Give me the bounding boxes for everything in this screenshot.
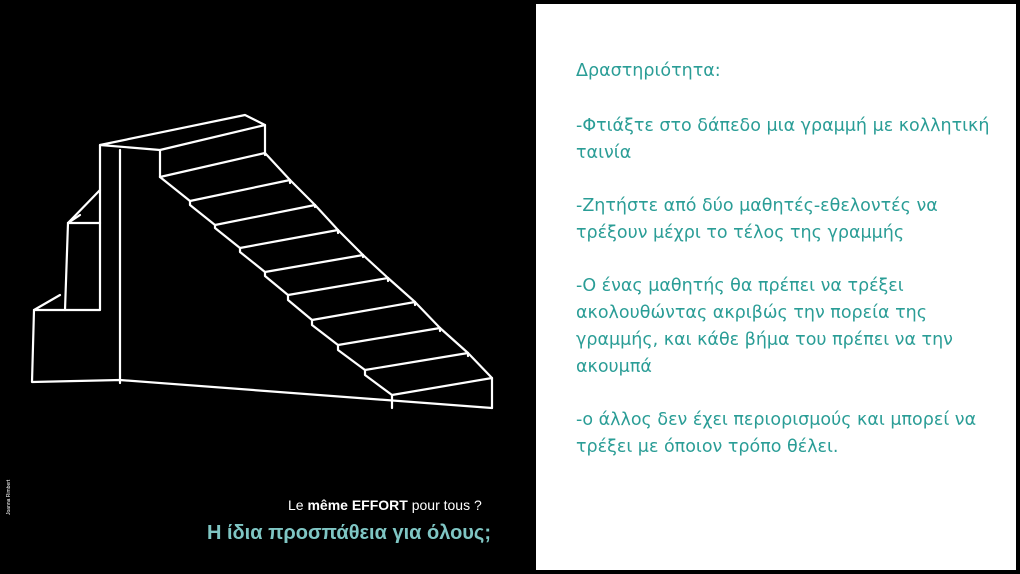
activity-text — [576, 58, 1006, 487]
caption-french-suffix: pour tous ? — [407, 497, 482, 513]
caption-french-bold: même EFFORT — [307, 497, 408, 513]
activity-item-4: -ο άλλος δεν έχει περιορισμούς και μπορεί να τρέξει με όποιον τρόπο θέλει. — [576, 410, 977, 457]
activity-item-3: -Ο ένας μαθητής θα πρέπει να τρέξει ακολουθώντας ακριβώς την πορεία της γραμμής, και κάθε βήμα του πρέπει να την ακουμπά — [576, 276, 953, 377]
caption-french — [288, 497, 482, 513]
activity-item-2: -Ζητήστε από δύο μαθητές-εθελοντές να τρέξουν μέχρι το τέλος της γραμμής — [576, 196, 938, 243]
activity-panel — [536, 4, 1016, 570]
activity-title: Δραστηριότητα: — [576, 61, 721, 81]
caption-french-prefix: Le — [288, 497, 308, 513]
illustration-credit: Joanna Rimbert — [6, 479, 12, 515]
staircase-illustration — [20, 95, 510, 425]
activity-item-1: -Φτιάξτε στο δάπεδο μια γραμμή με κολλητική ταινία — [576, 116, 990, 163]
caption-greek: Η ίδια προσπάθεια για όλους; — [207, 522, 491, 544]
